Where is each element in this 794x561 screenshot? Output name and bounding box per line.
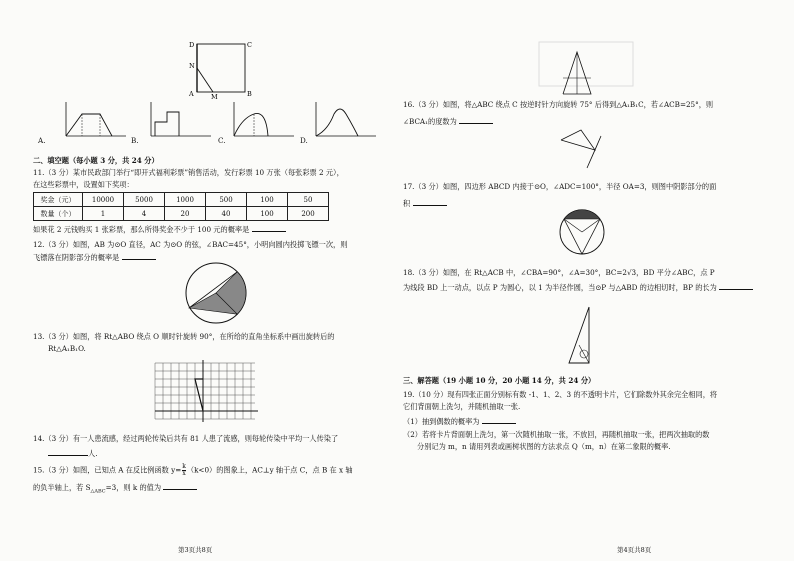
table-cell: 4: [124, 207, 165, 221]
table-cell: 10000: [83, 193, 124, 207]
q15-frac-num: k: [182, 463, 186, 470]
q15-answer-blank[interactable]: [163, 482, 197, 490]
table-cell: 50: [288, 193, 329, 207]
table-cell: 100: [247, 193, 288, 207]
q18-triangle-figure: [565, 305, 605, 367]
table-cell: 200: [288, 207, 329, 221]
q19-part2-line2: 分别记为 m，n 请用列表或画树状图的方法求点 Q（m，n）在第二象限的概率.: [417, 442, 671, 451]
label-A: A: [189, 90, 194, 98]
table-cell: 40: [206, 207, 247, 221]
q11-answer-blank[interactable]: [252, 224, 286, 232]
q12-circle-figure: [180, 260, 260, 330]
q18-line1: 18.（3 分）如图，在 Rt△ACB 中，∠CBA=90°，∠A=30°，BC=2√3，BD 平分∠ABC，点 P: [403, 268, 715, 277]
q16-answer-blank[interactable]: [459, 116, 493, 124]
q16-top-figure: [557, 48, 607, 98]
q17-circle-figure: [557, 206, 607, 258]
q15-fraction: [182, 464, 186, 477]
table-cell: 100: [247, 207, 288, 221]
choice-graph-a: [60, 100, 130, 142]
q16-rotation-figure: [557, 126, 617, 172]
q15-subscript: △ABC: [90, 488, 106, 495]
label-C: C: [247, 41, 252, 49]
choice-a-label: A.: [38, 136, 46, 145]
section-3-heading: 三、解答题（19 小题 10 分，20 小题 14 分，共 24 分）: [403, 376, 596, 385]
q16-question: ∠BCA₁的度数为: [403, 117, 457, 126]
choice-b-label: B.: [131, 136, 139, 145]
q19-answer-blank[interactable]: [482, 416, 516, 424]
q15-line2: [33, 482, 197, 496]
q18-answer-blank[interactable]: [719, 282, 753, 290]
q13-line2: Rt△A₁B₁O.: [48, 344, 86, 353]
table-row: [34, 193, 329, 207]
q16-line1: 16.（3 分）如图，将△ABC 绕点 C 按逆时针方向旋转 75° 后得到△A₁B₁C，若∠ACB=25°，则: [403, 100, 714, 109]
page-footer-3: 第3页共8页: [178, 546, 213, 554]
square-figure: [185, 40, 255, 100]
choice-graph-b: [145, 100, 215, 142]
label-N: N: [189, 62, 195, 70]
q14-suffix: 人.: [88, 449, 98, 458]
section-2-heading: 二、填空题（每小题 3 分，共 24 分）: [33, 156, 159, 165]
q12-question: 飞镖落在阴影部分的概率是: [33, 253, 120, 262]
q15-text-b: （k<0）的图象上，AC⊥y 轴于点 C，点 B 在 x 轴: [186, 465, 353, 475]
choice-d-label: D.: [300, 136, 308, 145]
q15-line1: [33, 464, 353, 477]
q14-answer-blank[interactable]: [48, 448, 88, 456]
q14-line1: 14.（3 分）有一人患流感，经过两轮传染后共有 81 人患了流感，则每轮传染中平均一人传染了: [33, 434, 339, 443]
q19-line1: 19.（10 分）现有四张正面分别标有数 -1、1、2、3 的不透明卡片，它们除数外其余完全相同，将: [403, 390, 718, 399]
table-cell: 20: [165, 207, 206, 221]
q16-line2: [403, 116, 493, 126]
label-D: D: [189, 41, 195, 49]
label-M: M: [211, 93, 218, 101]
q13-line1: 13.（3 分）如图，将 Rt△ABO 绕点 O 顺时针旋转 90°，在所给的直角坐标系中画出旋转后的: [33, 332, 335, 341]
q17-line2: [403, 198, 447, 208]
q12-answer-blank[interactable]: [122, 252, 156, 260]
q17-line1: 17.（3 分）如图，四边形 ABCD 内接于⊙O，∠ADC=100°，半径 OA=3，则图中阴影部分的面: [403, 182, 717, 191]
table-cell: 1000: [165, 193, 206, 207]
q19-line2: 它们背面朝上洗匀，并随机抽取一张.: [403, 402, 521, 411]
q14-line2: [48, 448, 97, 458]
q19-part1: [403, 416, 516, 426]
table-cell: 奖金（元）: [34, 193, 83, 207]
q17-answer-blank[interactable]: [413, 198, 447, 206]
q11-question: 如果花 2 元钱购买 1 张彩票，那么所得奖金不少于 100 元的概率是: [33, 225, 250, 234]
choice-graph-d: [310, 100, 380, 142]
q15-text-c: 的负半轴上，若 S: [33, 483, 91, 492]
q15-frac-den: x: [182, 470, 186, 477]
table-row: [34, 207, 329, 221]
q19-part2-line1: （2）若将卡片背面朝上洗匀，第一次随机抽取一张，不放回，再随机抽取一张，把两次抽取的数: [403, 430, 710, 439]
q11-line3: [33, 224, 286, 234]
table-cell: 数量（个）: [34, 207, 83, 221]
q12-line1: 12.（3 分）如图，AB 为⊙O 直径，AC 为⊙O 的弦，∠BAC=45°，小明向圆内投掷飞镖一次，则: [33, 240, 348, 249]
table-cell: 5000: [124, 193, 165, 207]
q11-line1: 11.（3 分）某市民政部门举行“即开式福利彩票”销售活动，发行彩票 10 万张（每张彩票 2 元），: [33, 168, 344, 177]
q13-grid-figure: [150, 358, 260, 428]
table-cell: 1: [83, 207, 124, 221]
q18-line2: [403, 282, 753, 292]
prize-table: [33, 192, 329, 221]
q19-part1-question: （1）抽到偶数的概率为: [403, 417, 480, 426]
page-4: [397, 0, 794, 561]
q18-question: 为线段 BD 上一动点，以点 P 为圆心，以 1 为半径作圆，当⊙P 与△ABD 的边相切时，BP 的长为: [403, 283, 717, 292]
q15-text-d: =3，则 k 的值为: [105, 483, 162, 492]
q12-line2: [33, 252, 156, 262]
page-footer-4: 第4页共8页: [617, 546, 652, 554]
q11-line2: 在这些彩票中，设置如下奖项：: [33, 180, 134, 189]
q15-text-a: 15.（3 分）如图，已知点 A 在反比例函数 y=: [33, 465, 182, 475]
label-B: B: [247, 90, 252, 98]
choice-graph-c: [228, 100, 298, 142]
q17-question: 积: [403, 199, 411, 208]
table-cell: 500: [206, 193, 247, 207]
choice-c-label: C.: [218, 136, 226, 145]
